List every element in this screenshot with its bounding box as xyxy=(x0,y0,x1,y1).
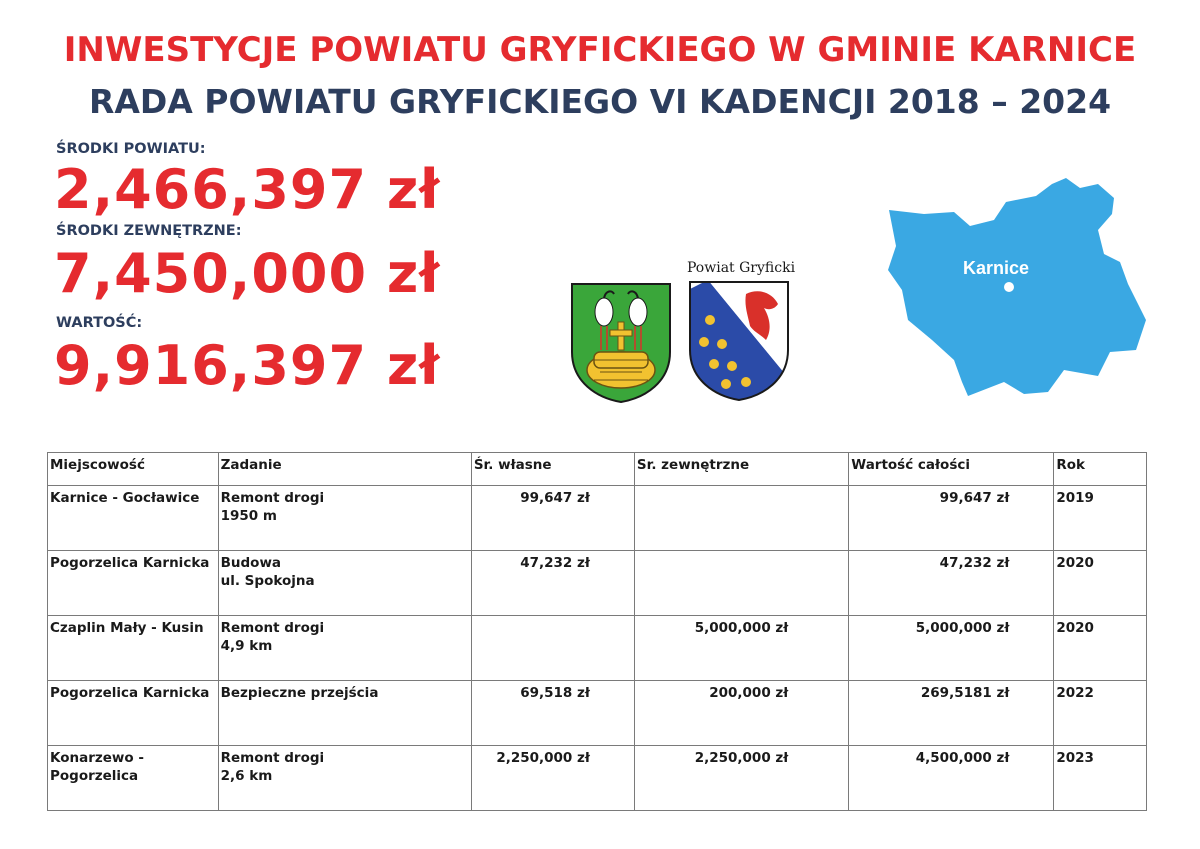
cell-external xyxy=(634,486,848,551)
cell-year: 2019 xyxy=(1054,486,1147,551)
cell-total: 47,232 zł xyxy=(849,551,1054,616)
cell-place: Pogorzelica Karnicka xyxy=(48,551,219,616)
external-funds-label: ŚRODKI ZEWNĘTRZNE: xyxy=(56,223,242,239)
header-place: Miejscowość xyxy=(48,453,219,486)
cell-total: 4,500,000 zł xyxy=(849,746,1054,811)
header-task: Zadanie xyxy=(218,453,471,486)
map-region xyxy=(888,178,1146,396)
cell-place: Konarzewo - Pogorzelica xyxy=(48,746,219,811)
header-year: Rok xyxy=(1054,453,1147,486)
table-row xyxy=(48,681,1147,746)
cell-task: Remont drogi 1950 m xyxy=(218,486,471,551)
cell-year: 2020 xyxy=(1054,551,1147,616)
cell-external: 5,000,000 zł xyxy=(634,616,848,681)
karnice-map xyxy=(884,170,1149,406)
powiat-caption: Powiat Gryficki xyxy=(686,260,796,276)
cell-own: 69,518 zł xyxy=(471,681,634,746)
cell-task: Budowa ul. Spokojna xyxy=(218,551,471,616)
gmina-karnice-crest-icon xyxy=(570,282,672,408)
cell-total: 269,5181 zł xyxy=(849,681,1054,746)
header-own: Śr. własne xyxy=(471,453,634,486)
table-row xyxy=(48,551,1147,616)
cell-external: 200,000 zł xyxy=(634,681,848,746)
page-title: INWESTYCJE POWIATU GRYFICKIEGO W GMINIE KARNICE xyxy=(63,30,1137,70)
table-row xyxy=(48,486,1147,551)
cell-year: 2022 xyxy=(1054,681,1147,746)
cell-task: Remont drogi 2,6 km xyxy=(218,746,471,811)
cell-external: 2,250,000 zł xyxy=(634,746,848,811)
cell-external xyxy=(634,551,848,616)
external-funds-value: 7,450,000 zł xyxy=(54,242,441,305)
cell-own: 47,232 zł xyxy=(471,551,634,616)
cell-own: 99,647 zł xyxy=(471,486,634,551)
total-value-value: 9,916,397 zł xyxy=(54,334,441,397)
cell-place: Karnice - Gocławice xyxy=(48,486,219,551)
powiat-gryficki-crest-icon xyxy=(688,280,790,406)
own-funds-label: ŚRODKI POWIATU: xyxy=(56,141,206,157)
own-funds-value: 2,466,397 zł xyxy=(54,158,441,221)
cell-total: 5,000,000 zł xyxy=(849,616,1054,681)
table-row xyxy=(48,616,1147,681)
page-subtitle: RADA POWIATU GRYFICKIEGO VI KADENCJI 2018 – 2024 xyxy=(88,82,1112,121)
cell-place: Czaplin Mały - Kusin xyxy=(48,616,219,681)
cell-year: 2023 xyxy=(1054,746,1147,811)
total-value-label: WARTOŚĆ: xyxy=(56,315,143,331)
table-row xyxy=(48,746,1147,811)
map-point xyxy=(1004,282,1014,292)
cell-total: 99,647 zł xyxy=(849,486,1054,551)
cell-task: Bezpieczne przejścia xyxy=(218,681,471,746)
map-label: Karnice xyxy=(963,258,1030,278)
investment-table xyxy=(47,452,1147,811)
cell-own: 2,250,000 zł xyxy=(471,746,634,811)
cell-place: Pogorzelica Karnicka xyxy=(48,681,219,746)
cell-task: Remont drogi 4,9 km xyxy=(218,616,471,681)
table-header-row xyxy=(48,453,1147,486)
header-external: Sr. zewnętrzne xyxy=(634,453,848,486)
cell-year: 2020 xyxy=(1054,616,1147,681)
header-total: Wartość całości xyxy=(849,453,1054,486)
cell-own xyxy=(471,616,634,681)
